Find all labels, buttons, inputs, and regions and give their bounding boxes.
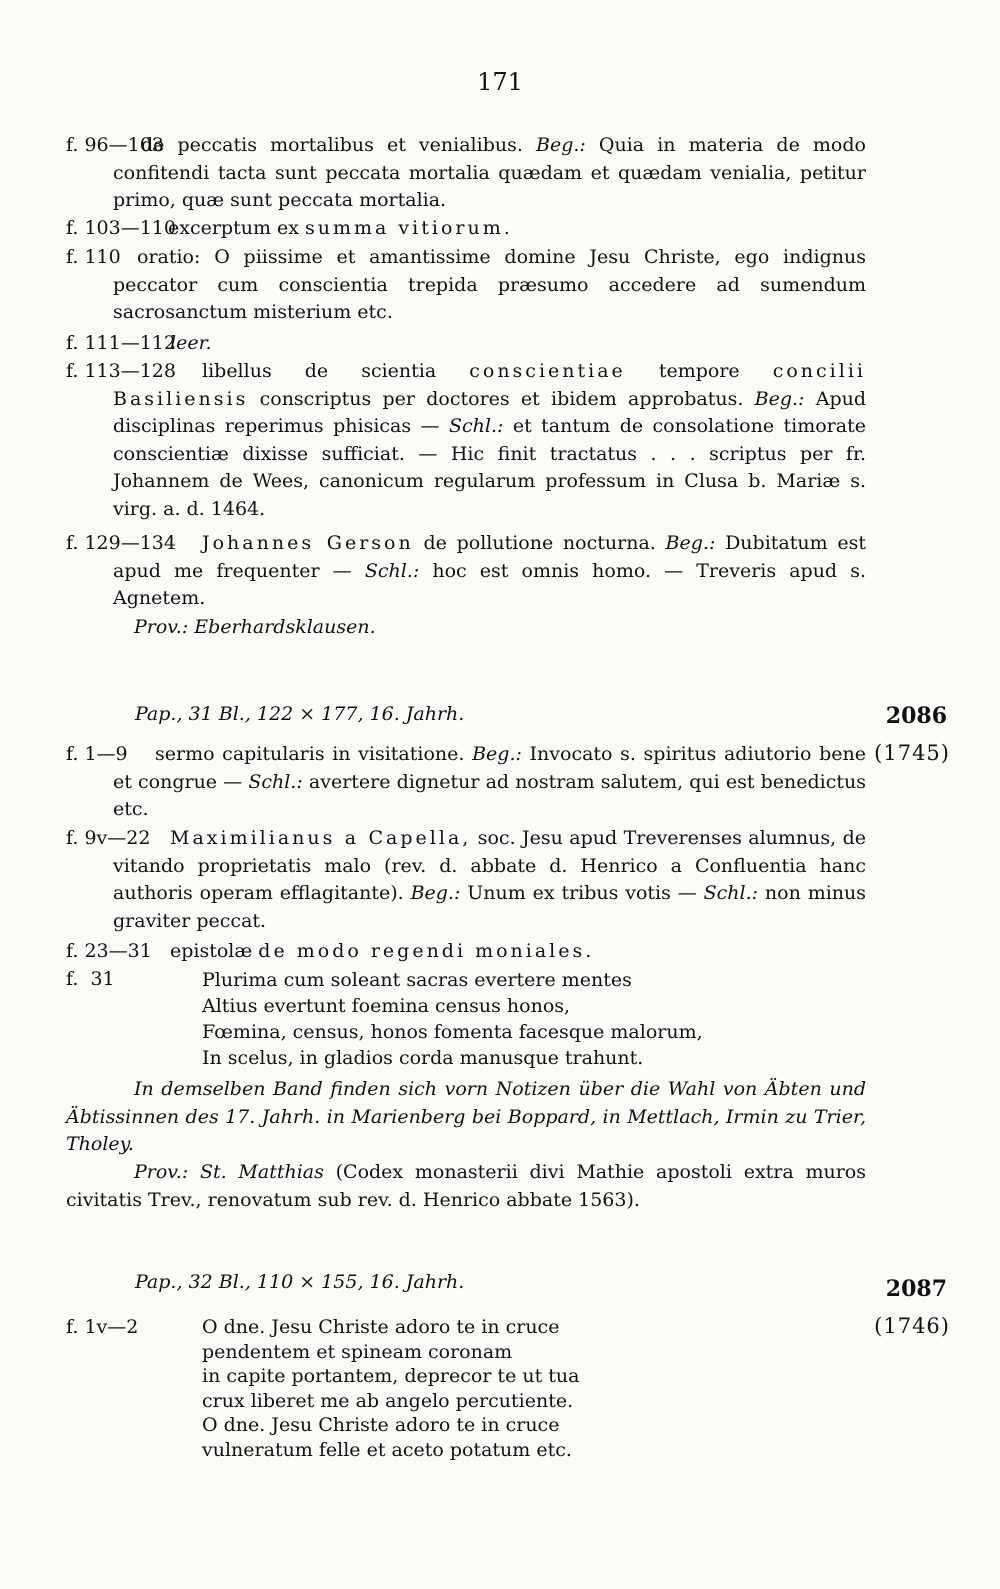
provenance-2086: Prov.: St. Matthias (Codex monasterii divi Mathie apostoli extra muros civitatis Trev., renovatum sub rev. d. Henrico abbate 1563). xyxy=(66,1161,866,1211)
verse-line: In scelus, in gladios corda manusque trahunt. xyxy=(202,1047,644,1069)
entry-1-9: f. 1—9 sermo capitularis in visitatione. Beg.: Invocato s. spiritus adiutorio bene et congrue — Schl.: avertere dignetur ad nostram salutem, qui est benedictus etc. xyxy=(66,743,867,821)
note-2086: In demselben Band finden sich vorn Notizen über die Wahl von Äbten und Äbtissinnen des 17. Jahrh. in Marienberg bei Boppard, in Mettlach, Irmin zu Trier, Tholey. xyxy=(66,1078,866,1156)
verse-line: crux liberet me ab angelo percutiente. xyxy=(202,1389,574,1412)
entry-9v-22: f. 9v—22 Maximilianus a Capella, soc. Jesu apud Treverenses alumnus, de vitando proprietatis malo (rev. d. abbate d. Henrico a Confluentia hanc authoris operam efflagitante). Beg.: Unum ex tribus votis — Schl.: non minus graviter peccat. xyxy=(66,827,867,932)
verse-line: vulneratum felle et aceto potatum etc. xyxy=(202,1438,572,1461)
entry-23-31: f. 23—31 epistolæ de modo regendi moniales. xyxy=(66,940,595,962)
verse-line: Fœmina, census, honos fomenta facesque malorum, xyxy=(202,1021,703,1043)
entry-96-103: f. 96—103 de peccatis mortalibus et venialibus. Beg.: Quia in materia de modo confitendi tacta sunt peccata mortalia quædam et quædam venialia, petitur primo, quæ sunt peccata mortalia. xyxy=(66,134,866,212)
verse-line: Plurima cum soleant sacras evertere mentes xyxy=(202,969,632,991)
document-page: 171 f. 96—103 de peccatis mortalibus et venialibus. Beg.: Quia in materia de modo confitendi tacta sunt peccata mortalia quædam et quædam venialia, petitur primo, quæ sunt peccata mortalia. f. 103—110 excerptum ex summa vitiorum. f. 110 oratio: O piissime et amantissime domine Jesu Christe, ego indignus peccator cum conscientia trepida præsumo accedere ad sumendum sacrosanctum misterium etc. f. 111—112 leer. f. 113—128 libellus de scientia conscientiae tempore concilii Basiliensis conscriptus per doctores et ibidem approbatus. Beg.: Apud disciplinas reperimus phisicas — Schl.: et tantum de consolatione timorate conscientiæ dixisse sufficiat. — Hic finit tractatus . . . scriptus per fr. Johannem de Wees, canonicum regularum professum in Clusa b. Mariæ s. virg. a. d. 1464. f. 129—134 Johannes Gerson de pollutione nocturna. Beg.: Dubitatum est apud me frequenter — Schl.: hoc est omnis homo. — Treveris apud s. Agnetem. Prov.: Eberhardsklausen. Pap., 31 Bl., 122 × 177, 16. Jahrh. 2086 (1745) f. 1—9 sermo capitularis in visitatione. Beg.: Invocato s. spiritus adiutorio bene et congrue — Schl.: avertere dignetur ad nostram salutem, qui est benedictus etc. f. 9v—22 Maximilianus a Capella, soc. Jesu apud Treverenses alumnus, de vitando proprietatis malo (rev. d. abbate d. Henrico a Confluentia hanc authoris operam efflagitante). Beg.: Unum ex tribus votis — Schl.: non minus graviter peccat. f. 23—31 epistolæ de modo regendi moniales. f. 31 Plurima cum soleant sacras evertere mentes Altius evertunt foemina census honos, Fœmina, census, honos fomenta facesque malorum, In scelus, in gladios corda manusque trahunt. In demselben Band finden sich vorn Notizen über die Wahl von Äbten und Äbtissinnen des 17. Jahrh. in Marienberg bei Boppard, in Mettlach, Irmin zu Trier, Tholey. Prov.: St. Matthias (Codex monasterii divi Mathie apostoli extra muros civitatis Trev., renovatum sub rev. d. Henrico abbate 1563). Pap., 32 Bl., 110 × 155, 16. Jahrh. 2087 (1746) f. 1v—2 O dne. Jesu Christe adoro te in cruce pendentem et spineam coronam in capite portantem, deprecor te ut tua crux liberet me ab angelo percutiente. O dne. Jesu Christe adoro te in cruce vulneratum felle et aceto potatum etc. xyxy=(0,0,1000,1589)
ms-2086-signature: (1745) xyxy=(874,741,950,765)
verse-2086 xyxy=(202,967,703,1071)
entry-113-128: f. 113—128 libellus de scientia conscientiae tempore concilii Basiliensis conscriptus per doctores et ibidem approbatus. Beg.: Apud disciplinas reperimus phisicas — Schl.: et tantum de consolatione timorate conscientiæ dixisse sufficiat. — Hic finit tractatus . . . scriptus per fr. Johannem de Wees, canonicum regularum professum in Clusa b. Mariæ s. virg. a. d. 1464. xyxy=(66,360,867,520)
verse-line: Altius evertunt foemina census honos, xyxy=(202,995,571,1017)
verse-2087 xyxy=(202,1315,579,1462)
entry-103-110: f. 103—110 excerptum ex summa vitiorum. xyxy=(66,217,513,239)
ms-2087-number: 2087 xyxy=(885,1276,947,1302)
folio-ref: f. 96—103 xyxy=(66,134,164,156)
entry-129-134: f. 129—134 Johannes Gerson de pollutione nocturna. Beg.: Dubitatum est apud me frequenter — Schl.: hoc est omnis homo. — Treveris apud s. Agnetem. xyxy=(66,532,866,610)
verse-line: O dne. Jesu Christe adoro te in cruce xyxy=(202,1414,560,1436)
verse-line: O dne. Jesu Christe adoro te in cruce xyxy=(202,1316,560,1338)
page-number: 171 xyxy=(477,68,523,96)
ms-2086-header: Pap., 31 Bl., 122 × 177, 16. Jahrh. xyxy=(135,703,465,725)
ms-2087-signature: (1746) xyxy=(874,1314,950,1338)
ms-2086-number: 2086 xyxy=(885,703,947,729)
entry-111-112: f. 111—112 leer. xyxy=(66,332,212,354)
ms-2087-header: Pap., 32 Bl., 110 × 155, 16. Jahrh. xyxy=(135,1271,465,1293)
verse-line: pendentem et spineam coronam xyxy=(202,1340,513,1363)
verse-line: in capite portantem, deprecor te ut tua xyxy=(202,1365,580,1387)
provenance-top: Prov.: Eberhardsklausen. xyxy=(134,616,376,638)
entry-110: f. 110 oratio: O piissime et amantissime domine Jesu Christe, ego indignus peccator cum conscientia trepida præsumo accedere ad sumendum sacrosanctum misterium etc. xyxy=(66,246,866,324)
